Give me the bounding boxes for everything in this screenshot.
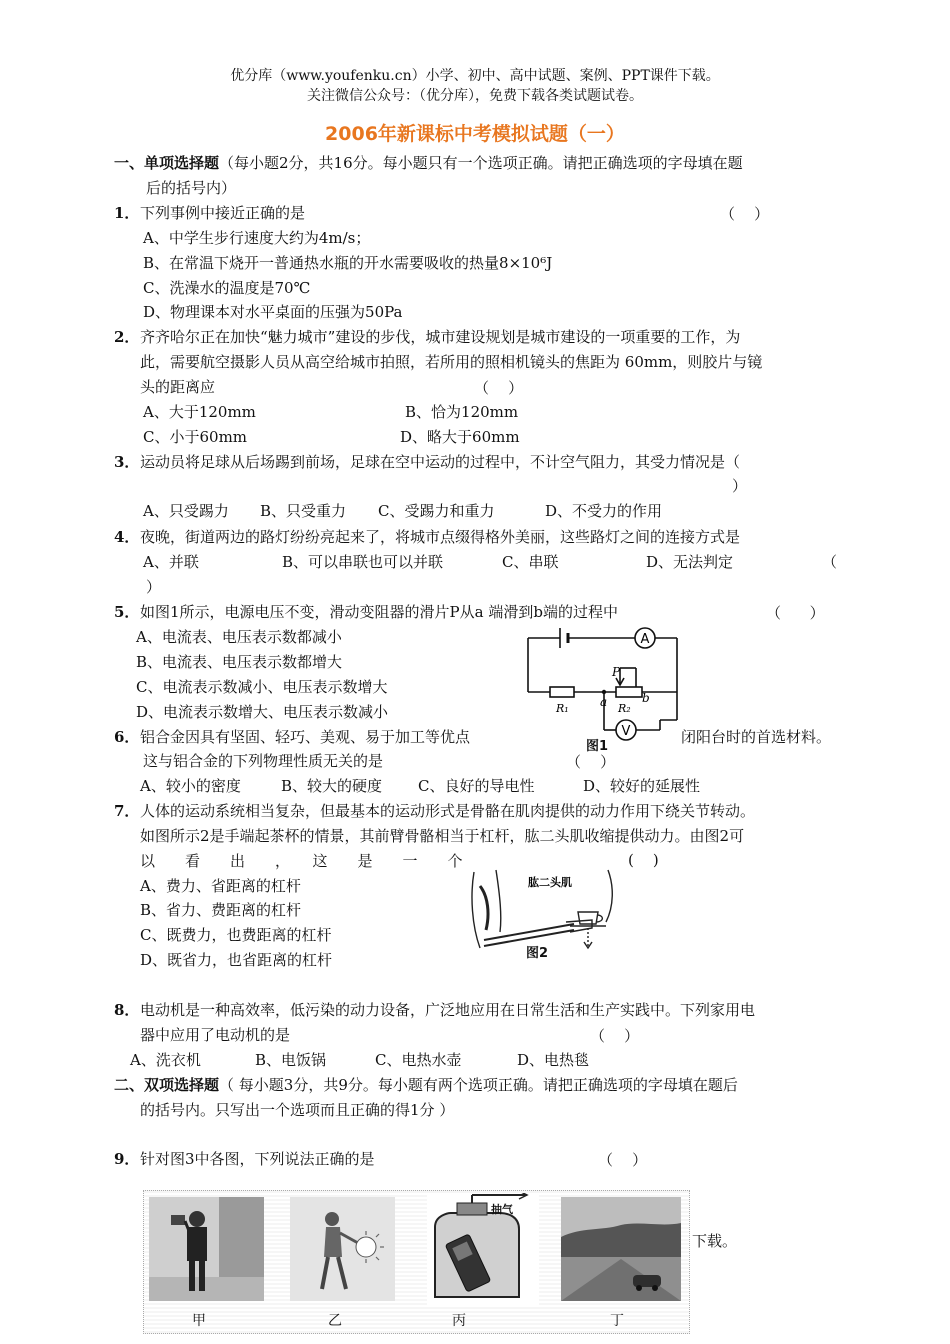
q6-option-d: D、较好的延展性 (583, 777, 701, 795)
pump-label: 抽气 (491, 1203, 513, 1216)
q7-number: 7． (114, 802, 140, 820)
q3-number: 3． (114, 453, 140, 471)
q5-option-c: C、电流表示数减小、电压表示数增大 (136, 678, 388, 696)
q2-line1: 齐齐哈尔正在加快“魅力城市”建设的步伐，城市建设规划是城市建设的一项重要的工作，为 (140, 328, 741, 346)
upper-arm-outline (472, 872, 480, 948)
figure3-photo-yi (290, 1197, 395, 1301)
q2-option-c: C、小于60mm (143, 428, 248, 446)
q8-option-a: A、洗衣机 (130, 1051, 201, 1069)
ammeter-label: A (640, 632, 650, 647)
q7-option-b: B、省力、费距离的杠杆 (140, 901, 302, 919)
q4-number: 4． (114, 528, 140, 546)
section2-note-b: 的括号内。只写出一个选项而且正确的得1分 ） (140, 1101, 455, 1119)
figure3-tail-text: 下载。 (692, 1232, 738, 1250)
q1-stem: 下列事例中接近正确的是 (140, 204, 306, 222)
q6-option-a: A、较小的密度 (140, 777, 241, 795)
section2-note-a: （ 每小题3分，共9分。每小题有两个选项正确。请把正确选项的字母填在题后 (219, 1076, 738, 1094)
figure2-arm (466, 866, 616, 956)
figure3-panel (143, 1190, 690, 1334)
q7-answer-paren: ( ) (628, 851, 659, 869)
q9-stem: 针对图3中各图，下列说法正确的是 (140, 1150, 375, 1168)
site-header-line2: 关注微信公众号：（优分库），免费下载各类试题试卷。 (307, 88, 643, 104)
site-header-line1: 优分库（www.youfenku.cn）小学、初中、高中试题、案例、PPT课件下载。 (230, 68, 720, 84)
figure3-photo-ding (561, 1197, 681, 1301)
q3-option-d: D、不受力的作用 (545, 502, 663, 520)
q7-option-a: A、费力、省距离的杠杆 (140, 877, 301, 895)
q8-option-c: C、电热水壶 (375, 1051, 462, 1069)
q9-number: 9． (114, 1150, 140, 1168)
q1-option-a: A、中学生步行速度大约为4m/s； (143, 229, 371, 247)
q5-option-a: A、电流表、电压表示数都减小 (136, 628, 342, 646)
resistor-label-r1: R₁ (556, 702, 569, 715)
section1-note-b: 后的括号内） (146, 179, 237, 197)
resistor-r1 (550, 687, 574, 697)
q6-line2: 这与铝合金的下列物理性质无关的是 (143, 752, 384, 770)
q4-option-d: D、无法判定 (646, 553, 734, 571)
q2-option-d: D、略大于60mm (400, 428, 520, 446)
section2-line1 (114, 1075, 738, 1095)
figure3-photo-bing (427, 1193, 539, 1305)
biceps-label: 肱二头肌 (528, 876, 572, 889)
section1-note-a: （每小题2分，共16分。每小题只有一个选项正确。请把正确选项的字母填在题 (219, 154, 743, 172)
q1-option-b: B、在常温下烧开一普通热水瓶的开水需要吸收的热量8×10⁶J (143, 254, 553, 272)
q7-line3: 以 看 出 ， 这 是 一 个 (140, 852, 463, 870)
q4-option-c: C、串联 (502, 553, 559, 571)
figure3-photo-jia (149, 1197, 264, 1301)
q4-option-b: B、可以串联也可以并联 (282, 553, 444, 571)
q8-number: 8． (114, 1001, 140, 1019)
cup (578, 912, 598, 924)
q6-number: 6． (114, 728, 140, 746)
q5-answer-paren: （ ） (766, 604, 825, 622)
q9-answer-paren: （ ） (598, 1151, 648, 1169)
figure3-caption-bing: 丙 (452, 1313, 466, 1329)
q3-option-c: C、受踢力和重力 (378, 502, 495, 520)
q6-line1-tail: 闭阳台时的首选材料。 (681, 728, 832, 746)
upper-arm-inner (496, 870, 501, 932)
q4-paren-close: ） (146, 578, 162, 596)
figure3-caption-ding: 丁 (610, 1313, 624, 1329)
q2-number: 2． (114, 328, 140, 346)
q4-stem: 夜晚，街道两边的路灯纷纷亮起来了，将城市点缀得格外美丽，这些路灯之间的连接方式是 (140, 528, 741, 546)
q6-option-c: C、良好的导电性 (418, 777, 535, 795)
q1-option-d: D、物理课本对水平桌面的压强为50Pa (143, 303, 403, 321)
q6-line1: 铝合金因具有坚固、轻巧、美观、易于加工等优点 (140, 728, 471, 746)
resistor-label-r2: R₂ (618, 702, 631, 715)
resistor-r2 (616, 687, 642, 697)
q1-number: 1． (114, 204, 140, 222)
figure3-caption-yi: 乙 (328, 1313, 342, 1329)
section2-heading: 二、双项选择题 (114, 1076, 220, 1094)
section1-line1 (114, 153, 743, 173)
q2-option-b: B、恰为120mm (405, 403, 519, 421)
q3-option-b: B、只受重力 (260, 502, 347, 520)
q6-option-b: B、较大的硬度 (281, 777, 383, 795)
figure3-caption-jia: 甲 (192, 1313, 206, 1329)
q7-option-c: C、既费力，也费距离的杠杆 (140, 926, 332, 944)
page-title: 2006年新课标中考模拟试题（一） (325, 123, 625, 145)
section1-heading: 一、单项选择题 (114, 154, 220, 172)
slider-label-p: P (612, 665, 621, 679)
q2-line3: 头的距离应 (140, 378, 216, 396)
q5-number: 5． (114, 603, 140, 621)
q1-option-c: C、洗澡水的温度是70℃ (143, 279, 311, 297)
voltmeter-label: V (621, 724, 631, 739)
q4-paren-open: （ (822, 553, 838, 571)
figure1-caption: 图1 (586, 739, 609, 754)
q1-answer-paren: （ ） (720, 205, 770, 223)
q5-option-d: D、电流表示数增大、电压表示数减小 (136, 703, 389, 721)
q8-option-b: B、电饭锅 (255, 1051, 327, 1069)
terminal-label-a: a (600, 695, 608, 709)
q4-option-a: A、并联 (143, 553, 199, 571)
junction-dot (602, 690, 606, 694)
q8-answer-paren: （ ） (590, 1027, 640, 1045)
q3-option-a: A、只受踢力 (143, 502, 229, 520)
terminal-label-b: b (642, 691, 650, 705)
figure2-caption: 图2 (526, 946, 549, 961)
background-curve (606, 870, 612, 922)
q7-line2: 如图所示2是手端起茶杯的情景，其前臂骨骼相当于杠杆，肱二头肌收缩提供动力。由图2可 (140, 827, 745, 845)
q8-line2: 器中应用了电动机的是 (140, 1026, 291, 1044)
q3-line1: 运动员将足球从后场踢到前场，足球在空中运动的过程中，不计空气阻力，其受力情况是（ (140, 453, 741, 471)
q8-line1: 电动机是一种高效率，低污染的动力设备，广泛地应用在日常生活和生产实践中。下列家用电 (140, 1001, 756, 1019)
q7-option-d: D、既省力，也省距离的杠杆 (140, 951, 333, 969)
q8-option-d: D、电热毯 (517, 1051, 590, 1069)
q3-paren-close: ） (732, 477, 748, 495)
q2-line2: 此，需要航空摄影人员从高空给城市拍照，若所用的照相机镜头的焦距为 60mm，则胶片与镜 (140, 353, 763, 371)
q5-stem: 如图1所示，电源电压不变，滑动变阻器的滑片P从a 端滑到b端的过程中 (140, 603, 618, 621)
q2-answer-paren: （ ） (474, 379, 524, 397)
biceps-muscle (480, 886, 488, 930)
q2-option-a: A、大于120mm (143, 403, 256, 421)
q7-line1: 人体的运动系统相当复杂，但最基本的运动形式是骨骼在肌肉提供的动力作用下绕关节转动。 (140, 802, 756, 820)
q6-answer-paren: （ ） (566, 753, 616, 771)
q5-option-b: B、电流表、电压表示数都增大 (136, 653, 343, 671)
